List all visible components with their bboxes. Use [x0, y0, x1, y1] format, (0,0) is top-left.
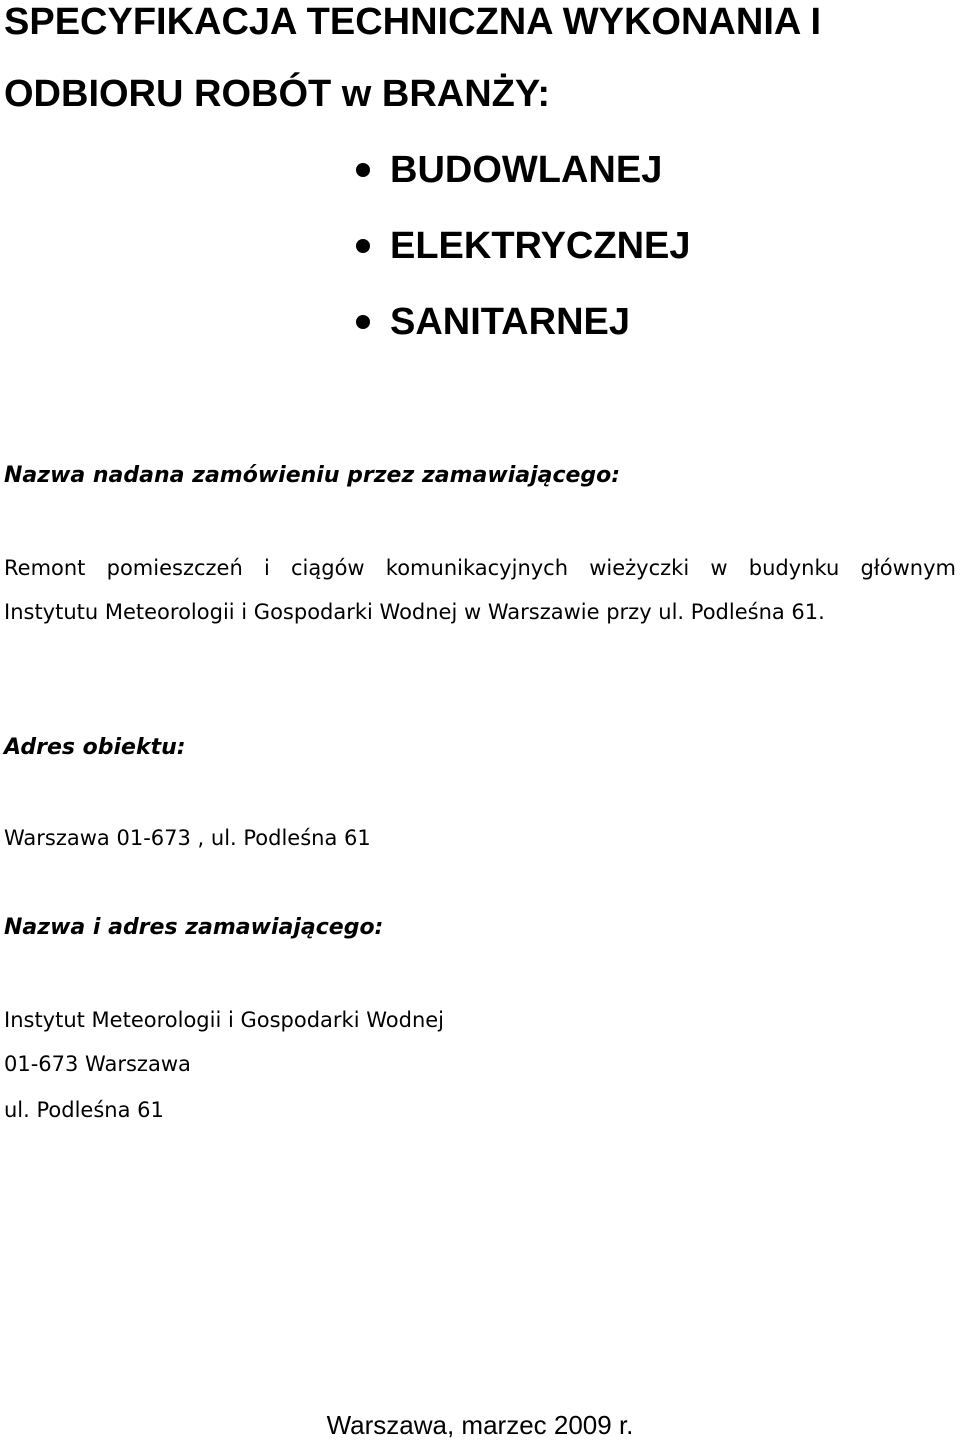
footer-place-date: Warszawa, marzec 2009 r.	[326, 1410, 634, 1440]
client-name: Instytut Meteorologii i Gospodarki Wodnej	[4, 1008, 445, 1032]
order-name-heading: Nazwa nadana zamówieniu przez zamawiającego:	[4, 463, 621, 488]
client-heading: Nazwa i adres zamawiającego:	[4, 915, 384, 940]
object-address-value: Warszawa 01-673 , ul. Podleśna 61	[4, 826, 371, 850]
order-name-line-2: Instytutu Meteorologii i Gospodarki Wodnej w Warszawie przy ul. Podleśna 61.	[4, 600, 825, 624]
branch-label: SANITARNEJ	[390, 301, 630, 343]
client-street: ul. Podleśna 61	[4, 1098, 164, 1122]
branch-item-electrical	[390, 224, 691, 268]
object-address-heading: Adres obiektu:	[4, 735, 186, 760]
branch-label: ELEKTRYCZNEJ	[390, 225, 691, 267]
bullet-icon	[356, 315, 370, 329]
client-postal-city: 01-673 Warszawa	[4, 1052, 191, 1076]
branch-label: BUDOWLANEJ	[390, 149, 663, 191]
bullet-icon	[356, 163, 370, 177]
document-title-line-1: SPECYFIKACJA TECHNICZNA WYKONANIA I	[4, 1, 822, 43]
order-name-line-1: Remont pomieszczeń i ciągów komunikacyjnych wieżyczki w budynku głównym	[4, 556, 956, 580]
branch-item-sanitary	[390, 300, 630, 344]
bullet-icon	[356, 239, 370, 253]
document-title-line-2: ODBIORU ROBÓT w BRANŻY:	[4, 73, 551, 115]
branch-item-construction	[390, 148, 662, 192]
